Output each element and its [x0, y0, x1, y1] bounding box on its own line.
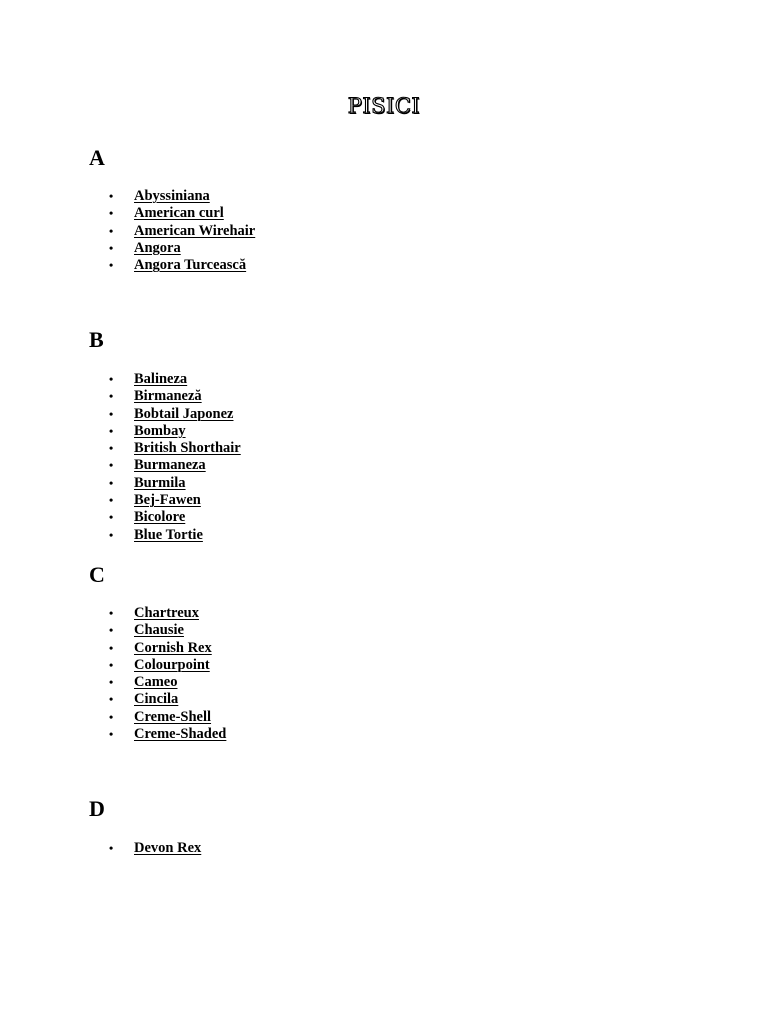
bullet-icon: • — [109, 441, 114, 456]
bullet-icon: • — [109, 675, 114, 690]
bullet-icon: • — [109, 493, 114, 508]
breed-link[interactable]: American curl — [134, 205, 224, 222]
bullet-icon: • — [109, 223, 114, 238]
bullet-icon: • — [109, 640, 114, 655]
bullet-icon: • — [109, 527, 114, 542]
bullet-icon: • — [109, 606, 114, 620]
breed-link[interactable]: Cincila — [134, 691, 179, 708]
bullet-icon: • — [109, 240, 114, 255]
breed-link[interactable]: Bej-Fawen — [134, 492, 201, 509]
bullet-icon: • — [109, 389, 114, 404]
breed-link[interactable]: Devon Rex — [134, 840, 202, 856]
section-heading-d: D — [89, 796, 105, 821]
breed-link[interactable]: Creme-Shell — [134, 708, 212, 725]
bullet-icon: • — [109, 623, 114, 638]
bullet-icon: • — [109, 510, 114, 525]
breed-link[interactable]: Angora Turcească — [134, 257, 247, 274]
breed-link[interactable]: Bicolore — [134, 509, 186, 526]
page-title: PISICI — [347, 94, 421, 118]
bullet-icon: • — [109, 727, 114, 742]
breed-link[interactable]: Burmaneza — [134, 457, 206, 474]
bullet-icon: • — [109, 475, 114, 490]
breed-link[interactable]: Colourpoint — [134, 656, 210, 673]
bullet-icon: • — [109, 709, 114, 724]
bullet-icon: • — [109, 372, 114, 386]
breed-link[interactable]: Cornish Rex — [134, 639, 212, 656]
bullet-icon: • — [109, 206, 114, 221]
breed-link[interactable]: Cameo — [134, 674, 178, 691]
breed-link[interactable]: Chausie — [134, 622, 184, 639]
bullet-icon: • — [109, 423, 114, 438]
bullet-icon: • — [109, 189, 114, 203]
section-heading-b: B — [89, 327, 104, 352]
breed-link[interactable]: Angora — [134, 239, 181, 256]
breed-link[interactable]: American Wirehair — [134, 222, 256, 239]
breed-link[interactable]: Bombay — [134, 422, 186, 439]
bullet-icon: • — [109, 692, 114, 707]
section-heading-c: C — [89, 562, 105, 587]
breed-link[interactable]: Balineza — [134, 371, 188, 387]
breed-link[interactable]: Abyssiniana — [134, 188, 210, 204]
section-heading-a: A — [89, 145, 105, 170]
breed-link[interactable]: Burmila — [134, 474, 186, 491]
bullet-icon: • — [109, 258, 114, 273]
bullet-icon: • — [109, 458, 114, 473]
breed-link[interactable]: Birmaneză — [134, 388, 202, 405]
bullet-icon: • — [109, 406, 114, 421]
bullet-icon: • — [109, 657, 114, 672]
breed-link[interactable]: British Shorthair — [134, 440, 241, 457]
breed-link[interactable]: Creme-Shaded — [134, 726, 227, 743]
breed-link[interactable]: Blue Tortie — [134, 526, 203, 543]
breed-link[interactable]: Bobtail Japonez — [134, 405, 234, 422]
bullet-icon: • — [109, 841, 114, 855]
breed-link[interactable]: Chartreux — [134, 605, 199, 621]
